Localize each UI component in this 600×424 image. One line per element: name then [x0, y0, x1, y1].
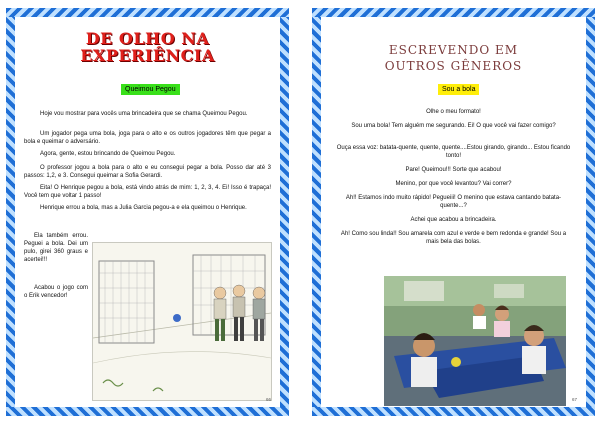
page-border-top — [312, 8, 595, 17]
drawing-illustration — [93, 243, 271, 400]
page-content — [20, 22, 275, 402]
page-title: ESCREVENDO EM OUTROS GÊNEROS — [384, 43, 523, 73]
paragraph: Ouça essa voz: batata-quente, quente, quente....Estou girando, girando... Estou ficando tonto! — [336, 145, 571, 159]
classroom-photo-illustration — [384, 276, 566, 406]
right-page — [312, 8, 595, 416]
page-number: 67 — [571, 397, 577, 402]
paragraph: Menino, por que você levantou? Vai correr? — [395, 181, 512, 187]
left-page — [6, 8, 289, 416]
page-border-right — [586, 17, 595, 407]
side-paragraph: Ela também errou. Peguei a bola. Dei um pulo, girei 360 graus e acertei!!! — [24, 233, 88, 263]
page-title: DE OLHO NA EXPERIÊNCIA — [80, 29, 215, 65]
page-border-bottom — [312, 407, 595, 416]
paragraph: Olhe o meu formato! — [426, 109, 481, 115]
page-border-right — [280, 17, 289, 407]
paragraph: Ah!! Estamos indo muito rápido! Pegueiii! O menino que estava cantando batata-quente...? — [345, 195, 562, 209]
paragraph: Sou uma bola! Tem alguém me segurando. Ei! O que você vai fazer comigo? — [351, 123, 556, 129]
page-border-top — [6, 8, 289, 17]
paragraph: Agora, gente, estou brincando de Queimou Pegou. — [40, 151, 176, 157]
page-border-left — [6, 17, 15, 407]
paragraph: Pare! Queimou!!! Sorte que acabou! — [405, 167, 502, 173]
page-border-bottom — [6, 407, 289, 416]
paragraph: Achei que acabou a brincadeira. — [410, 217, 497, 223]
paragraph: Um jogador pega uma bola, joga para o alto e os outros jogadores têm que pegar a bola e queimar o adversário. — [24, 131, 271, 145]
child-drawing-image — [92, 242, 272, 401]
paragraph: Henrique errou a bola, mas a Julia Garcia pegou-a e ela queimou o Henrique. — [40, 205, 247, 211]
section-subtitle: Sou a bola — [438, 84, 479, 95]
page-number: 66 — [265, 397, 271, 402]
classroom-photo — [384, 276, 566, 406]
page-border-left — [312, 17, 321, 407]
section-subtitle: Queimou Pegou — [121, 84, 180, 95]
page-content — [326, 22, 581, 402]
paragraph: Hoje vou mostrar para vocês uma brincadeira que se chama Queimou Pegou. — [40, 111, 248, 117]
paragraph: Eita! O Henrique pegou a bola, está vindo atrás de mim: 1, 2, 3, 4. Ei! Isso é trapaça! Você tem que voltar 1 passo! — [24, 185, 271, 199]
side-paragraph: Acabou o jogo com o Erik vencedor! — [24, 285, 88, 299]
paragraph: O professor jogou a bola para o alto e eu consegui pegar a bola. Posso dar até 3 passos: 1,2, e 3. Consegui queimar a Sofia Gerardi. — [24, 165, 271, 179]
paragraph: Ah! Como sou linda!! Sou amarela com azul e verde e bem redonda e grande! Sou a mais bela das bolas. — [340, 231, 567, 245]
